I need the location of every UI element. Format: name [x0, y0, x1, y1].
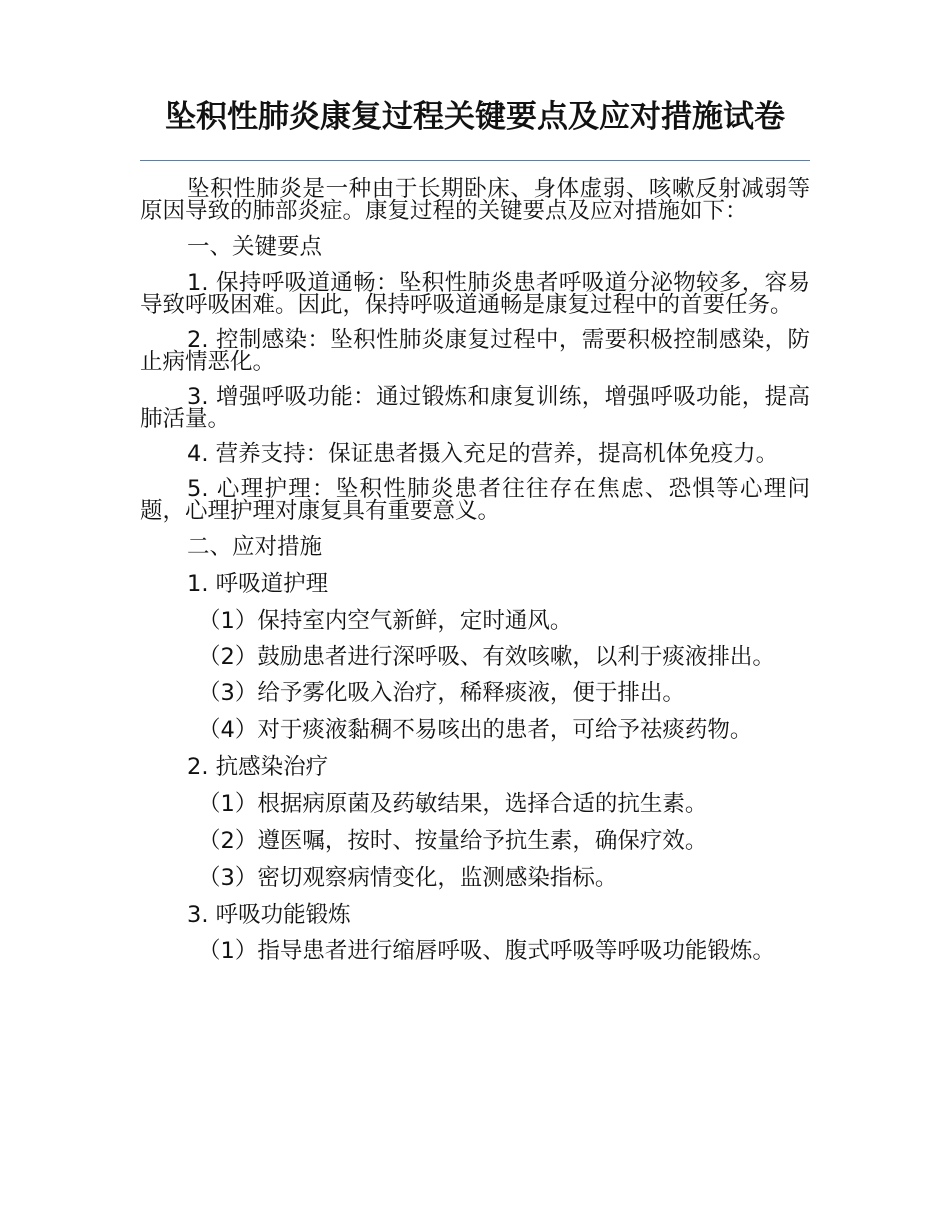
section-heading-key-points: 一、关键要点: [187, 234, 323, 260]
measure-item: （3）密切观察病情变化，监测感染指标。: [198, 865, 618, 891]
measure-item: （2）遵医嘱，按时、按量给予抗生素，确保疗效。: [198, 828, 708, 854]
subsection-heading-airway-care: 1. 呼吸道护理: [187, 571, 329, 597]
title-divider: [140, 160, 810, 161]
key-point-item: 3. 增强呼吸功能：通过锻炼和康复训练，增强呼吸功能，提高肺活量。: [140, 384, 810, 432]
subsection-heading-breathing-exercise: 3. 呼吸功能锻炼: [187, 902, 351, 928]
measure-item: （1）根据病原菌及药敏结果，选择合适的抗生素。: [198, 791, 708, 817]
key-point-item: 2. 控制感染：坠积性肺炎康复过程中，需要积极控制感染，防止病情恶化。: [140, 327, 810, 375]
measure-item: （1）指导患者进行缩唇呼吸、腹式呼吸等呼吸功能锻炼。: [198, 938, 775, 964]
section-heading-measures: 二、应对措施: [187, 534, 323, 560]
measure-item: （1）保持室内空气新鲜，定时通风。: [198, 608, 573, 634]
measure-item: （3）给予雾化吸入治疗，稀释痰液，便于排出。: [198, 680, 685, 706]
subsection-heading-anti-infection: 2. 抗感染治疗: [187, 754, 329, 780]
intro-paragraph: 坠积性肺炎是一种由于长期卧床、身体虚弱、咳嗽反射减弱等原因导致的肺部炎症。康复过程的关键要点及应对措施如下：: [140, 176, 810, 224]
document-title: 坠积性肺炎康复过程关键要点及应对措施试卷: [165, 99, 785, 135]
key-point-item: 4. 营养支持：保证患者摄入充足的营养，提高机体免疫力。: [187, 441, 779, 467]
key-point-item: 5. 心理护理：坠积性肺炎患者往往存在焦虑、恐惧等心理问题，心理护理对康复具有重要意义。: [140, 476, 810, 524]
measure-item: （2）鼓励患者进行深呼吸、有效咳嗽，以利于痰液排出。: [198, 644, 775, 670]
document-body: [140, 178, 810, 975]
key-point-item: 1. 保持呼吸道通畅：坠积性肺炎患者呼吸道分泌物较多，容易导致呼吸困难。因此，保持呼吸道通畅是康复过程中的首要任务。: [140, 270, 810, 318]
measure-item: （4）对于痰液黏稠不易咳出的患者，可给予祛痰药物。: [198, 717, 753, 743]
